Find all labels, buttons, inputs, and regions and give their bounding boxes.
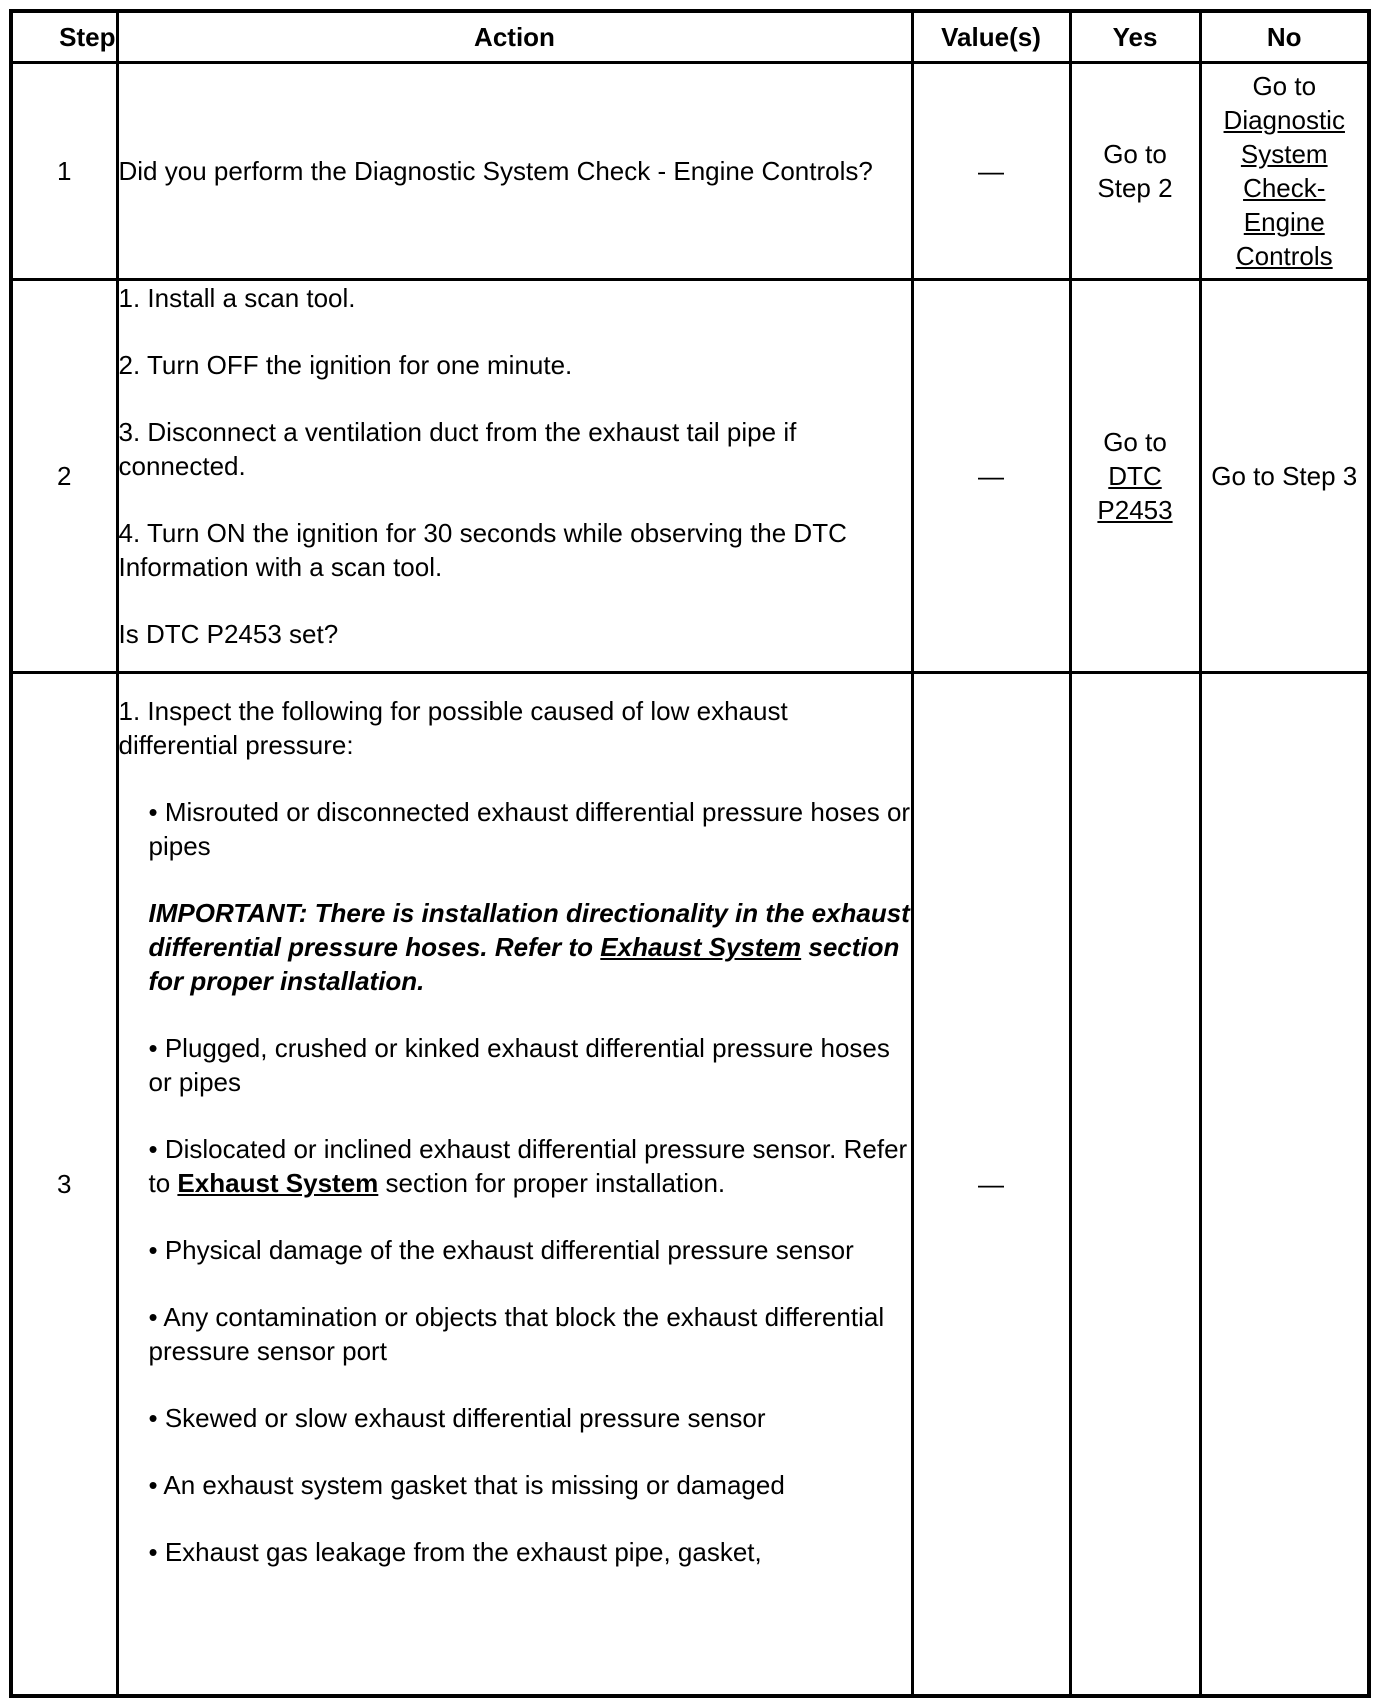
no-cell	[1200, 673, 1369, 1697]
header-values: Value(s)	[912, 11, 1070, 63]
yes-text: Go to Step 2	[1097, 139, 1173, 203]
header-step: Step	[11, 11, 117, 63]
inspect-bullet: • Skewed or slow exhaust differential pressure sensor	[148, 1403, 766, 1433]
important-text-end: section for proper installation.	[148, 932, 900, 996]
bullet-text: • Dislocated or inclined exhaust differential pressure sensor. Refer to	[148, 1134, 908, 1198]
table-row	[11, 63, 1369, 280]
table-row	[11, 673, 1369, 1697]
instruction-item: 2. Turn OFF the ignition for one minute.	[118, 350, 573, 380]
inspect-bullet: • An exhaust system gasket that is missing or damaged	[148, 1470, 785, 1500]
table-row	[11, 280, 1369, 673]
instruction-item: 3. Disconnect a ventilation duct from the exhaust tail pipe if connected.	[118, 417, 797, 481]
yes-cell	[1070, 63, 1200, 280]
dtc-p2453-link[interactable]: DTC P2453	[1097, 461, 1173, 525]
action-text: Did you perform the Diagnostic System Check - Engine Controls?	[118, 156, 873, 186]
inspect-bullet: • Any contamination or objects that block the exhaust differential pressure sensor port	[148, 1302, 885, 1366]
action-cell	[117, 673, 912, 1697]
no-text: Go to Step 3	[1211, 461, 1358, 491]
no-cell	[1200, 280, 1369, 673]
inspect-intro: 1. Inspect the following for possible caused of low exhaust differential pressure:	[118, 696, 788, 760]
yes-prefix: Go to	[1103, 427, 1167, 457]
step-number: 3	[11, 673, 117, 1697]
inspect-bullet: • Physical damage of the exhaust differential pressure sensor	[148, 1235, 854, 1265]
inspect-bullet: • Misrouted or disconnected exhaust differential pressure hoses or pipes	[148, 797, 911, 861]
question-text: Is DTC P2453 set?	[118, 619, 339, 649]
diagnostic-system-check-link[interactable]: Diagnostic System Check- Engine Controls	[1223, 105, 1345, 271]
value-cell: —	[912, 280, 1070, 673]
diagnostic-table	[9, 9, 1371, 1698]
bullet-text-end: section for proper installation.	[378, 1168, 726, 1198]
value-cell: —	[912, 63, 1070, 280]
exhaust-system-link[interactable]: Exhaust System	[600, 932, 802, 962]
action-cell	[117, 280, 912, 673]
inspect-bullet: • Exhaust gas leakage from the exhaust pipe, gasket,	[148, 1537, 762, 1567]
no-cell	[1200, 63, 1369, 280]
yes-cell	[1070, 673, 1200, 1697]
no-prefix: Go to	[1252, 71, 1317, 101]
value-cell: —	[912, 673, 1070, 1697]
instruction-item: 1. Install a scan tool.	[118, 283, 356, 313]
header-row	[11, 11, 1369, 63]
action-cell	[117, 63, 912, 280]
header-action: Action	[117, 11, 912, 63]
instruction-item: 4. Turn ON the ignition for 30 seconds while observing the DTC Information with a scan tool.	[118, 518, 847, 582]
important-text: IMPORTANT: There is installation directionality in the exhaust differential pressure hoses. Refer to	[148, 898, 910, 962]
important-note	[119, 896, 911, 998]
header-no: No	[1200, 11, 1369, 63]
step-number: 1	[11, 63, 117, 280]
header-yes: Yes	[1070, 11, 1200, 63]
exhaust-system-link[interactable]: Exhaust System	[177, 1168, 379, 1198]
inspect-bullet: • Plugged, crushed or kinked exhaust differential pressure hoses or pipes	[148, 1033, 890, 1097]
step-number: 2	[11, 280, 117, 673]
inspect-bullet	[119, 1132, 911, 1200]
yes-cell	[1070, 280, 1200, 673]
